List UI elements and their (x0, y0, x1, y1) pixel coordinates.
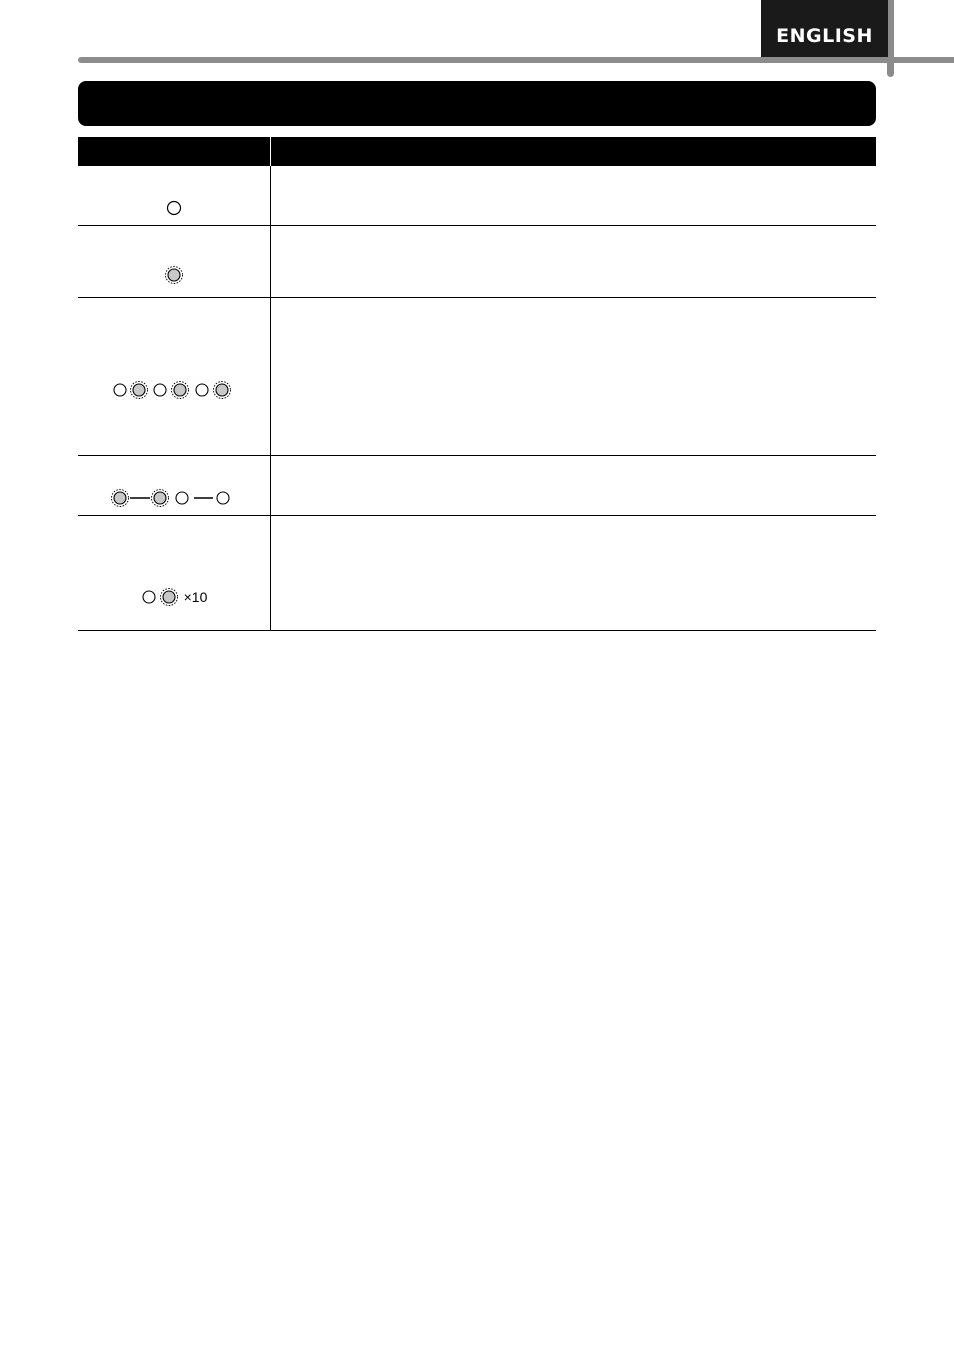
led-indication-table (78, 137, 876, 631)
table-row (78, 226, 876, 298)
led-cell (78, 226, 270, 297)
section-title-banner (78, 81, 876, 126)
column-divider (270, 516, 271, 630)
table-header (78, 137, 876, 166)
header-divider (270, 137, 271, 166)
table-row (78, 298, 876, 456)
column-divider (270, 456, 271, 515)
led-cell (78, 516, 270, 630)
table-row (78, 166, 876, 226)
led-pattern-repeat (78, 586, 270, 608)
repeat-count-label: ×10 (183, 589, 208, 605)
table-row (78, 456, 876, 516)
led-lit-icon (164, 265, 184, 285)
led-off-icon (166, 200, 182, 216)
table-row (78, 516, 876, 631)
led-cell (78, 456, 270, 515)
led-pattern-lit (78, 264, 270, 286)
language-tab (761, 0, 888, 57)
led-pattern-blinking (78, 379, 270, 401)
led-blink-sequence-icon (113, 380, 235, 400)
led-pattern-long-blink (78, 487, 270, 509)
led-cell (78, 298, 270, 455)
side-tick-decoration (887, 0, 894, 77)
led-cell (78, 166, 270, 225)
column-divider (270, 298, 271, 455)
column-divider (270, 166, 271, 225)
header-rule (78, 57, 954, 63)
column-divider (270, 226, 271, 297)
led-pattern-off (78, 197, 270, 219)
led-repeat-sequence-icon (141, 587, 181, 607)
language-tab-label: ENGLISH (776, 25, 873, 47)
led-long-blink-sequence-icon (110, 488, 238, 508)
